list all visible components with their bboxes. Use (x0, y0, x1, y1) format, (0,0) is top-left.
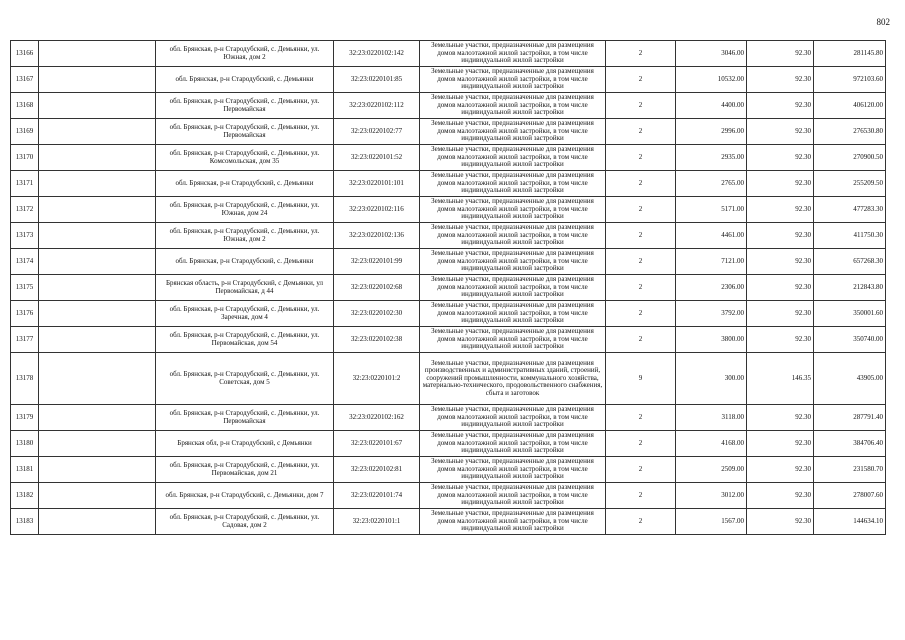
table-row (11, 327, 886, 353)
row-number-cell: 13183 (11, 509, 39, 535)
specific-value-cell: 92.30 (747, 431, 814, 457)
address-cell: обл. Брянская, р-н Стародубский, с. Демьянки, ул. Первомайская (156, 119, 334, 145)
use-group-cell: 2 (606, 457, 676, 483)
blank-cell (39, 171, 156, 197)
cadastral-number-cell: 32:23:0220102:38 (334, 327, 420, 353)
land-use-cell: Земельные участки, предназначенные для размещения домов малоэтажной жилой застройки, в том числе индивидуальной жилой застройки (420, 223, 606, 249)
page-number: 802 (876, 17, 890, 27)
row-number-cell: 13177 (11, 327, 39, 353)
land-use-cell: Земельные участки, предназначенные для размещения домов малоэтажной жилой застройки, в том числе индивидуальной жилой застройки (420, 483, 606, 509)
specific-value-cell: 92.30 (747, 41, 814, 67)
row-number-cell: 13169 (11, 119, 39, 145)
row-number-cell: 13168 (11, 93, 39, 119)
address-cell: обл. Брянская, р-н Стародубский, с. Демьянки, ул. Советская, дом 5 (156, 353, 334, 405)
blank-cell (39, 405, 156, 431)
land-use-cell: Земельные участки, предназначенные для размещения домов малоэтажной жилой застройки, в том числе индивидуальной жилой застройки (420, 405, 606, 431)
blank-cell (39, 275, 156, 301)
use-group-cell: 2 (606, 275, 676, 301)
table-row (11, 509, 886, 535)
blank-cell (39, 509, 156, 535)
land-use-cell: Земельные участки, предназначенные для размещения домов малоэтажной жилой застройки, в том числе индивидуальной жилой застройки (420, 509, 606, 535)
specific-value-cell: 92.30 (747, 509, 814, 535)
land-use-cell: Земельные участки, предназначенные для размещения домов малоэтажной жилой застройки, в том числе индивидуальной жилой застройки (420, 457, 606, 483)
cadastral-number-cell: 32:23:0220101:1 (334, 509, 420, 535)
specific-value-cell: 92.30 (747, 301, 814, 327)
cadastral-value-cell: 144634.10 (814, 509, 886, 535)
blank-cell (39, 197, 156, 223)
cadastral-number-cell: 32:23:0220101:101 (334, 171, 420, 197)
table-row (11, 93, 886, 119)
row-number-cell: 13166 (11, 41, 39, 67)
row-number-cell: 13167 (11, 67, 39, 93)
cadastral-value-cell: 281145.80 (814, 41, 886, 67)
land-use-cell: Земельные участки, предназначенные для размещения домов малоэтажной жилой застройки, в том числе индивидуальной жилой застройки (420, 275, 606, 301)
row-number-cell: 13178 (11, 353, 39, 405)
address-cell: обл. Брянская, р-н Стародубский, с. Демьянки, ул. Южная, дом 2 (156, 41, 334, 67)
area-cell: 4168.00 (676, 431, 747, 457)
area-cell: 4400.00 (676, 93, 747, 119)
cadastral-number-cell: 32:23:0220102:162 (334, 405, 420, 431)
address-cell: Брянская область, р-н Стародубский, с Демьянки, ул Первомайская, д 44 (156, 275, 334, 301)
use-group-cell: 2 (606, 249, 676, 275)
table-body (11, 41, 886, 535)
land-use-cell: Земельные участки, предназначенные для размещения производственных и административных зданий, строений, сооружений промышленности, коммунального хозяйства, материально-технического, продовольственного снабжения, сбыта и заготовок (420, 353, 606, 405)
area-cell: 3046.00 (676, 41, 747, 67)
row-number-cell: 13175 (11, 275, 39, 301)
cadastral-value-cell: 411750.30 (814, 223, 886, 249)
table-row (11, 223, 886, 249)
cadastral-value-cell: 477283.30 (814, 197, 886, 223)
table-row (11, 249, 886, 275)
area-cell: 300.00 (676, 353, 747, 405)
specific-value-cell: 92.30 (747, 457, 814, 483)
cadastral-number-cell: 32:23:0220101:99 (334, 249, 420, 275)
use-group-cell: 2 (606, 171, 676, 197)
area-cell: 2935.00 (676, 145, 747, 171)
cadastral-number-cell: 32:23:0220102:116 (334, 197, 420, 223)
table-row (11, 431, 886, 457)
area-cell: 2306.00 (676, 275, 747, 301)
specific-value-cell: 146.35 (747, 353, 814, 405)
cadastral-value-table (10, 40, 886, 535)
address-cell: обл. Брянская, р-н Стародубский, с. Демьянки, ул. Первомайская, дом 21 (156, 457, 334, 483)
land-use-cell: Земельные участки, предназначенные для размещения домов малоэтажной жилой застройки, в том числе индивидуальной жилой застройки (420, 197, 606, 223)
table-row (11, 483, 886, 509)
table-row (11, 41, 886, 67)
blank-cell (39, 483, 156, 509)
use-group-cell: 2 (606, 67, 676, 93)
cadastral-value-cell: 255209.50 (814, 171, 886, 197)
cadastral-value-cell: 350740.00 (814, 327, 886, 353)
cadastral-number-cell: 32:23:0220101:2 (334, 353, 420, 405)
area-cell: 3012.00 (676, 483, 747, 509)
address-cell: обл. Брянская, р-н Стародубский, с. Демьянки, ул. Комсомольская, дом 35 (156, 145, 334, 171)
cadastral-number-cell: 32:23:0220101:85 (334, 67, 420, 93)
area-cell: 2509.00 (676, 457, 747, 483)
land-use-cell: Земельные участки, предназначенные для размещения домов малоэтажной жилой застройки, в том числе индивидуальной жилой застройки (420, 145, 606, 171)
area-cell: 5171.00 (676, 197, 747, 223)
land-use-cell: Земельные участки, предназначенные для размещения домов малоэтажной жилой застройки, в том числе индивидуальной жилой застройки (420, 119, 606, 145)
blank-cell (39, 353, 156, 405)
table-row (11, 145, 886, 171)
address-cell: Брянская обл, р-н Стародубский, с Демьянки (156, 431, 334, 457)
address-cell: обл. Брянская, р-н Стародубский, с. Демьянки, ул. Южная, дом 24 (156, 197, 334, 223)
cadastral-number-cell: 32:23:0220102:81 (334, 457, 420, 483)
row-number-cell: 13176 (11, 301, 39, 327)
cadastral-number-cell: 32:23:0220102:142 (334, 41, 420, 67)
address-cell: обл. Брянская, р-н Стародубский, с. Демьянки, ул. Первомайская (156, 405, 334, 431)
row-number-cell: 13181 (11, 457, 39, 483)
area-cell: 3800.00 (676, 327, 747, 353)
table-row (11, 301, 886, 327)
table-row (11, 171, 886, 197)
specific-value-cell: 92.30 (747, 119, 814, 145)
specific-value-cell: 92.30 (747, 145, 814, 171)
blank-cell (39, 457, 156, 483)
cadastral-value-cell: 657268.30 (814, 249, 886, 275)
cadastral-value-cell: 384706.40 (814, 431, 886, 457)
cadastral-value-cell: 212843.80 (814, 275, 886, 301)
blank-cell (39, 67, 156, 93)
area-cell: 7121.00 (676, 249, 747, 275)
table-row (11, 275, 886, 301)
use-group-cell: 2 (606, 119, 676, 145)
cadastral-number-cell: 32:23:0220101:74 (334, 483, 420, 509)
area-cell: 2765.00 (676, 171, 747, 197)
specific-value-cell: 92.30 (747, 171, 814, 197)
row-number-cell: 13170 (11, 145, 39, 171)
address-cell: обл. Брянская, р-н Стародубский, с. Демьянки, ул. Первомайская (156, 93, 334, 119)
specific-value-cell: 92.30 (747, 197, 814, 223)
address-cell: обл. Брянская, р-н Стародубский, с. Демьянки (156, 171, 334, 197)
land-use-cell: Земельные участки, предназначенные для размещения домов малоэтажной жилой застройки, в том числе индивидуальной жилой застройки (420, 431, 606, 457)
table-row (11, 353, 886, 405)
specific-value-cell: 92.30 (747, 327, 814, 353)
use-group-cell: 9 (606, 353, 676, 405)
use-group-cell: 2 (606, 405, 676, 431)
land-use-cell: Земельные участки, предназначенные для размещения домов малоэтажной жилой застройки, в том числе индивидуальной жилой застройки (420, 171, 606, 197)
specific-value-cell: 92.30 (747, 223, 814, 249)
blank-cell (39, 249, 156, 275)
use-group-cell: 2 (606, 93, 676, 119)
address-cell: обл. Брянская, р-н Стародубский, с. Демьянки, ул. Первомайская, дом 54 (156, 327, 334, 353)
table-row (11, 405, 886, 431)
land-use-cell: Земельные участки, предназначенные для размещения домов малоэтажной жилой застройки, в том числе индивидуальной жилой застройки (420, 41, 606, 67)
use-group-cell: 2 (606, 145, 676, 171)
cadastral-value-cell: 972103.60 (814, 67, 886, 93)
table-row (11, 67, 886, 93)
address-cell: обл. Брянская, р-н Стародубский, с. Демьянки, ул. Садовая, дом 2 (156, 509, 334, 535)
table-row (11, 197, 886, 223)
cadastral-number-cell: 32:23:0220101:67 (334, 431, 420, 457)
blank-cell (39, 431, 156, 457)
specific-value-cell: 92.30 (747, 67, 814, 93)
cadastral-value-cell: 287791.40 (814, 405, 886, 431)
area-cell: 4461.00 (676, 223, 747, 249)
address-cell: обл. Брянская, р-н Стародубский, с. Демьянки, ул. Южная, дом 2 (156, 223, 334, 249)
row-number-cell: 13172 (11, 197, 39, 223)
use-group-cell: 2 (606, 197, 676, 223)
blank-cell (39, 41, 156, 67)
row-number-cell: 13174 (11, 249, 39, 275)
blank-cell (39, 327, 156, 353)
cadastral-value-cell: 270900.50 (814, 145, 886, 171)
use-group-cell: 2 (606, 301, 676, 327)
area-cell: 3118.00 (676, 405, 747, 431)
cadastral-value-cell: 231580.70 (814, 457, 886, 483)
use-group-cell: 2 (606, 509, 676, 535)
blank-cell (39, 223, 156, 249)
area-cell: 3792.00 (676, 301, 747, 327)
cadastral-number-cell: 32:23:0220102:30 (334, 301, 420, 327)
cadastral-number-cell: 32:23:0220102:77 (334, 119, 420, 145)
cadastral-number-cell: 32:23:0220102:136 (334, 223, 420, 249)
use-group-cell: 2 (606, 41, 676, 67)
specific-value-cell: 92.30 (747, 249, 814, 275)
cadastral-value-cell: 406120.00 (814, 93, 886, 119)
area-cell: 2996.00 (676, 119, 747, 145)
row-number-cell: 13171 (11, 171, 39, 197)
cadastral-value-cell: 278007.60 (814, 483, 886, 509)
land-use-cell: Земельные участки, предназначенные для размещения домов малоэтажной жилой застройки, в том числе индивидуальной жилой застройки (420, 249, 606, 275)
use-group-cell: 2 (606, 431, 676, 457)
row-number-cell: 13182 (11, 483, 39, 509)
land-use-cell: Земельные участки, предназначенные для размещения домов малоэтажной жилой застройки, в том числе индивидуальной жилой застройки (420, 93, 606, 119)
specific-value-cell: 92.30 (747, 483, 814, 509)
specific-value-cell: 92.30 (747, 405, 814, 431)
area-cell: 1567.00 (676, 509, 747, 535)
use-group-cell: 2 (606, 483, 676, 509)
cadastral-number-cell: 32:23:0220102:112 (334, 93, 420, 119)
address-cell: обл. Брянская, р-н Стародубский, с. Демьянки, ул. Заречная, дом 4 (156, 301, 334, 327)
table-row (11, 119, 886, 145)
use-group-cell: 2 (606, 223, 676, 249)
cadastral-value-cell: 350001.60 (814, 301, 886, 327)
row-number-cell: 13173 (11, 223, 39, 249)
cadastral-number-cell: 32:23:0220102:68 (334, 275, 420, 301)
land-use-cell: Земельные участки, предназначенные для размещения домов малоэтажной жилой застройки, в том числе индивидуальной жилой застройки (420, 67, 606, 93)
address-cell: обл. Брянская, р-н Стародубский, с. Демьянки, дом 7 (156, 483, 334, 509)
address-cell: обл. Брянская, р-н Стародубский, с. Демьянки (156, 67, 334, 93)
blank-cell (39, 145, 156, 171)
land-use-cell: Земельные участки, предназначенные для размещения домов малоэтажной жилой застройки, в том числе индивидуальной жилой застройки (420, 327, 606, 353)
blank-cell (39, 93, 156, 119)
blank-cell (39, 301, 156, 327)
row-number-cell: 13179 (11, 405, 39, 431)
cadastral-value-cell: 276530.80 (814, 119, 886, 145)
specific-value-cell: 92.30 (747, 275, 814, 301)
blank-cell (39, 119, 156, 145)
land-use-cell: Земельные участки, предназначенные для размещения домов малоэтажной жилой застройки, в том числе индивидуальной жилой застройки (420, 301, 606, 327)
specific-value-cell: 92.30 (747, 93, 814, 119)
address-cell: обл. Брянская, р-н Стародубский, с. Демьянки (156, 249, 334, 275)
use-group-cell: 2 (606, 327, 676, 353)
cadastral-number-cell: 32:23:0220101:52 (334, 145, 420, 171)
cadastral-value-cell: 43905.00 (814, 353, 886, 405)
table-row (11, 457, 886, 483)
area-cell: 10532.00 (676, 67, 747, 93)
row-number-cell: 13180 (11, 431, 39, 457)
